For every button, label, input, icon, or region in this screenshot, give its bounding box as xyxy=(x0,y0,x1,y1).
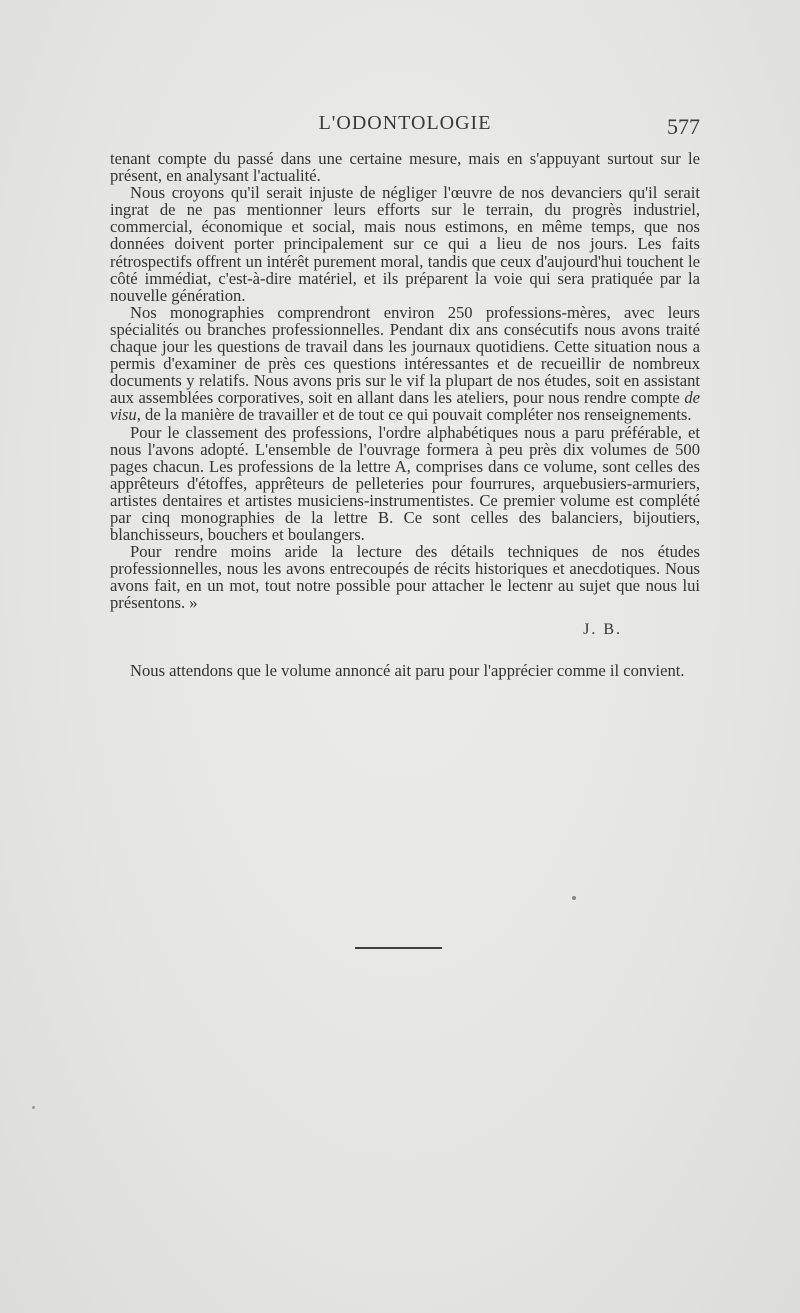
paper-speck xyxy=(572,896,576,900)
paragraph-3-end: , de la manière de travailler et de tout ce qui pouvait compléter nos renseignements. xyxy=(136,405,692,425)
paragraph-3-italic: de visu xyxy=(110,388,700,425)
page-number: 577 xyxy=(667,114,700,139)
signature: J. B. xyxy=(583,620,622,638)
body-text xyxy=(110,150,700,679)
paragraph-2: Nous croyons qu'il serait injuste de négliger l'œuvre de nos devanciers qu'il serait ingrat de ne pas mentionner leurs efforts sur le terrain, du progrès industriel, commercial, économique et social, mais nous estimons, en même temps, que nos données doivent porter principalement sur ce qui a lieu de nos jours. Les faits rétrospectifs offrent un intérêt purement moral, tandis que ceux d'aujourd'hui touchent le côté immédiat, c'est-à-dire matériel, et ils préparent la voie qui sera pratiquée par la nouvelle génération. xyxy=(110,183,700,305)
paragraph-3 xyxy=(110,304,700,424)
paragraph-5: Pour rendre moins aride la lecture des détails techniques de nos études professionnelles, nous les avons entrecoupés de récits historiques et anecdotiques. Nous avons fait, en un mot, tout notre possible pour attacher le lectenr au sujet que nous lui présentons. » xyxy=(110,542,700,613)
running-head xyxy=(110,112,700,142)
paragraph-4: Pour le classement des professions, l'ordre alphabétiques nous a paru préférable, et nous l'avons adopté. L'ensemble de l'ouvrage formera à peu près dix volumes de 500 pages chacun. Les professions de la lettre A, comprises dans ce volume, sont celles des apprêteurs d'étoffes, apprêteurs de pelleteries pour fourrures, arquebusiers-armuriers, artistes dentaires et artistes musiciens-instrumentistes. Ce premier volume est complété par cinq monographies de la lettre B. Ce sont celles des balanciers, bijoutiers, blanchisseurs, bouchers et boulangers. xyxy=(110,422,700,545)
paper-speck xyxy=(32,1106,35,1109)
running-title: L'ODONTOLOGIE xyxy=(318,112,492,134)
paragraph-1: tenant compte du passé dans une certaine mesure, mais en s'appuyant surtout sur le présent, en analysant l'actualité. xyxy=(110,149,700,186)
paragraph-3-text: Nos monographies comprendront environ 250 professions-mères, avec leurs spécialités ou branches professionnelles. Pendant dix ans consécutifs nous avons traité chaque jour les questions de travail dans les journaux quotidiens. Cette situation nous a permis d'examiner de près ces questions intéressantes et de recueillir de nombreux documents y relatifs. Nous avons pris sur le vif la plupart de nos études, soit en assistant aux assemblées corporatives, soit en allant dans les ateliers, pour nous rendre compte xyxy=(110,302,700,408)
closing-note: Nous attendons que le volume annoncé ait paru pour l'apprécier comme il convient. xyxy=(130,660,685,680)
section-divider xyxy=(355,947,442,949)
